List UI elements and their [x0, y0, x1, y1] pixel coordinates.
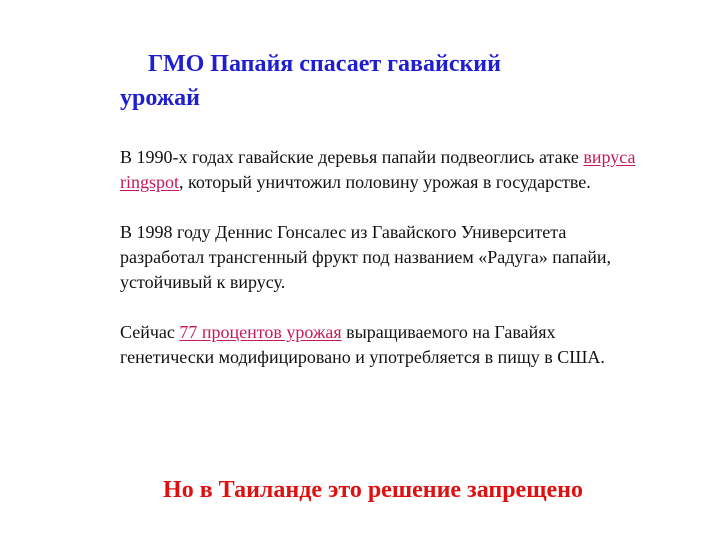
paragraph-gm-share-text-before: Сейчас — [120, 322, 180, 342]
paragraph-gm-share — [120, 320, 640, 370]
footer-banned-in-thailand: Но в Таиланде это решение запрещено — [163, 477, 583, 503]
slide-body — [120, 145, 640, 395]
link-ringspot-virus[interactable]: вируса ringspot — [120, 147, 636, 192]
slide-title: ГМО Папайя спасает гавайский урожай — [120, 51, 501, 111]
paragraph-virus-attack-text-after: , который уничтожил половину урожая в государстве. — [179, 172, 591, 192]
paragraph-virus-attack-text-before: В 1990-х годах гавайские деревья папайи подвеоглись атаке — [120, 147, 584, 167]
paragraph-gm-share-text-after: выращиваемого на Гавайях генетически модифицировано и употребляется в пищу в США. — [120, 322, 605, 367]
paragraph-virus-attack — [120, 145, 640, 195]
link-77-percent-harvest[interactable]: 77 процентов урожая — [179, 322, 342, 342]
paragraph-rainbow-papaya: В 1998 году Деннис Гонсалес из Гавайского Университета разработал трансгенный фрукт под названием «Радуга» папайи, устойчивый к вирусу. — [120, 222, 612, 292]
